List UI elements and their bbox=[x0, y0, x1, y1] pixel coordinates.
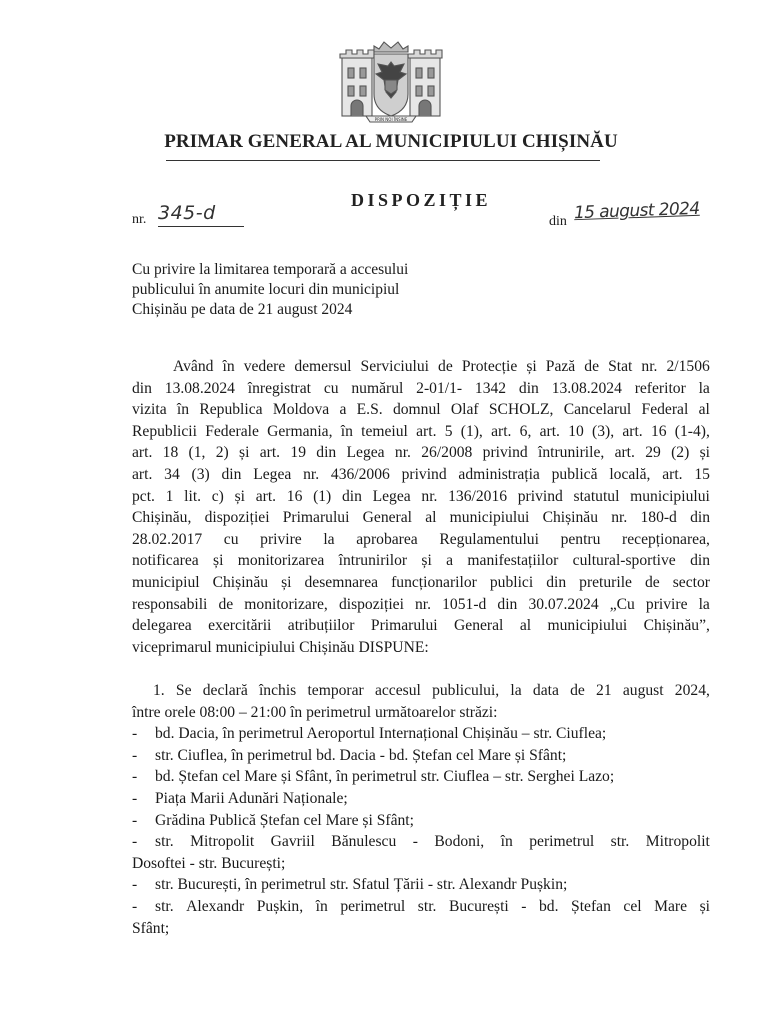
street-list-item: - str. Mitropolit Gavriil Bănulescu - Bodoni, în perimetrul str. Mitropolit bbox=[132, 833, 710, 851]
street-list-item: - str. Alexandr Pușkin, în perimetrul str. București - bd. Ștefan cel Mare și bbox=[132, 897, 710, 915]
paragraph-line: municipiul Chișinău și desemnarea funcționarilor publici din preturile de sector bbox=[132, 573, 710, 591]
street-list-item: - Piața Marii Adunări Naționale; bbox=[132, 789, 348, 807]
paragraph-line: Având în vedere demersul Serviciului de Protecție și Pază de Stat nr. 2/1506 bbox=[173, 358, 710, 375]
paragraph-line: 28.02.2017 cu privire la aprobarea Regulamentului pentru recepționarea, bbox=[132, 530, 710, 548]
subject-line: Chișinău pe data de 21 august 2024 bbox=[132, 301, 353, 318]
paragraph-line: delegarea exercitării atribuțiilor Primarului General al municipiului Chișinău”, bbox=[132, 617, 710, 635]
street-list-item-continuation: Dosoftei - str. București; bbox=[132, 854, 286, 872]
handwritten-document-date: 15 august 2024 bbox=[573, 198, 700, 224]
street-list-item-continuation: Sfânt; bbox=[132, 919, 170, 937]
street-list-item: - str. București, în perimetrul str. Sfatul Țării - str. Alexandr Pușkin; bbox=[132, 876, 568, 894]
handwritten-document-number: 345-d bbox=[158, 202, 244, 227]
issuer-title-text: PRIMAR GENERAL AL MUNICIPIULUI CHIȘINĂU bbox=[164, 131, 618, 152]
paragraph-line: pct. 1 lit. c) și art. 16 (1) din Legea nr. 136/2016 privind statutul municipiului bbox=[132, 487, 710, 505]
point-line: 1. Se declară închis temporar accesul publicului, la data de 21 august 2024, bbox=[153, 682, 710, 699]
document-type-title-text: DISPOZIȚIE bbox=[350, 190, 492, 210]
street-list-item: - Grădina Publică Ștefan cel Mare și Sfânt; bbox=[132, 811, 414, 829]
subject-block bbox=[132, 260, 408, 320]
issuer-title bbox=[0, 131, 768, 153]
chisinau-coat-of-arms-emblem bbox=[336, 36, 446, 124]
number-label: nr. bbox=[132, 212, 147, 227]
crest-motto: PRIN NOI ÎNȘINE bbox=[374, 117, 408, 122]
subject-line: Cu privire la limitarea temporară a accesului bbox=[132, 261, 409, 278]
paragraph-line: notificarea și monitorizarea întrunirilor și a manifestațiilor cultural-sportive din bbox=[132, 552, 710, 570]
paragraph-line: art. 34 (3) din Legea nr. 436/2006 privind administrația publică locală, art. 15 bbox=[132, 465, 710, 483]
preamble-paragraph bbox=[132, 356, 710, 658]
paragraph-line: Chișinău, dispoziției Primarului General al municipiului Chișinău nr. 180-d din bbox=[132, 509, 710, 527]
header-divider bbox=[166, 160, 600, 161]
decision-point-1 bbox=[132, 680, 710, 939]
subject-line: publicului în anumite locuri din municipiul bbox=[132, 281, 400, 298]
point-line: între orele 08:00 – 21:00 în perimetrul următoarelor străzi: bbox=[132, 703, 498, 721]
street-list-item: - str. Ciuflea, în perimetrul bd. Dacia - bd. Ștefan cel Mare și Sfânt; bbox=[132, 746, 567, 764]
paragraph-line: Republicii Federale Germania, în temeiul art. 5 (1), art. 6, art. 10 (3), art. 16 (1-4), bbox=[132, 422, 710, 440]
paragraph-line: art. 18 (1, 2) și art. 19 din Legea nr. 26/2008 privind întrunirile, art. 29 (2) și bbox=[132, 444, 710, 462]
date-label: din bbox=[549, 214, 567, 229]
paragraph-line: vizita în Republica Moldova a E.S. domnul Olaf SCHOLZ, Cancelarul Federal al bbox=[132, 401, 710, 419]
paragraph-line: viceprimarul municipiului Chișinău DISPUNE: bbox=[132, 638, 429, 656]
street-list-item: - bd. Ștefan cel Mare și Sfânt, în perimetrul str. Ciuflea – str. Serghei Lazo; bbox=[132, 768, 615, 786]
paragraph-line: din 13.08.2024 înregistrat cu numărul 2-01/1- 1342 din 13.08.2024 referitor la bbox=[132, 379, 710, 397]
paragraph-line: responsabili de monitorizare, dispoziției nr. 1051-d din 30.07.2024 „Cu privire la bbox=[132, 595, 710, 613]
street-list-item: - bd. Dacia, în perimetrul Aeroportul Internațional Chișinău – str. Ciuflea; bbox=[132, 725, 607, 743]
